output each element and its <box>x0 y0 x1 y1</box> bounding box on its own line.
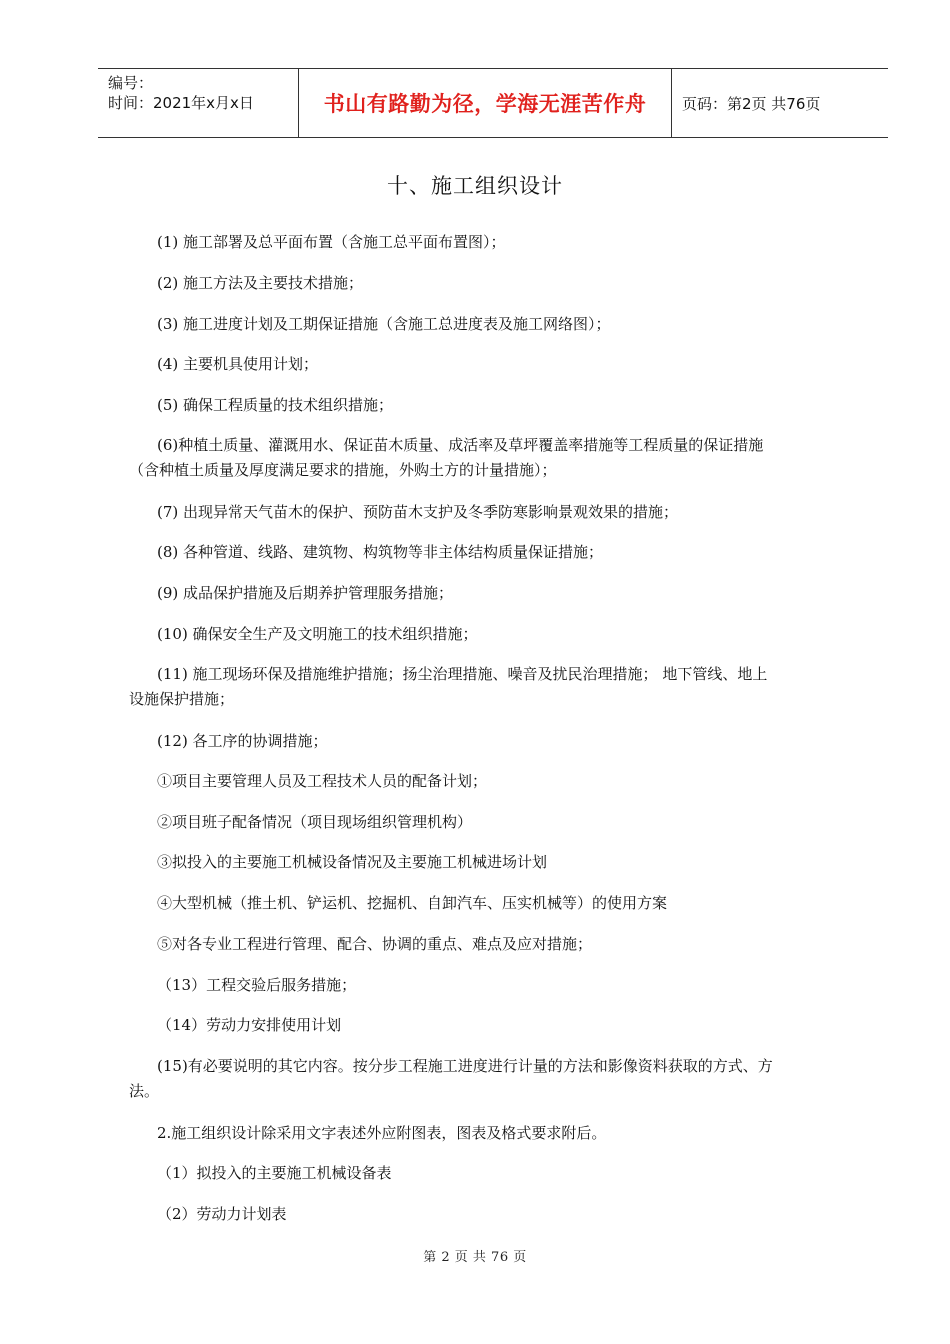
list-item: ④大型机械（推土机、铲运机、挖掘机、自卸汽车、压实机械等）的使用方案 <box>157 894 668 912</box>
list-item-line: (11) 施工现场环保及措施维护措施；扬尘治理措施、噪音及扰民治理措施； 地下管线、地上 <box>157 665 768 683</box>
list-item-line: 法。 <box>129 1082 160 1100</box>
list-item <box>129 433 857 483</box>
list-item: ①项目主要管理人员及工程技术人员的配备计划； <box>157 772 488 790</box>
list-item-line: 设施保护措施； <box>129 690 235 708</box>
page-footer: 第 2 页 共 76 页 <box>423 1250 527 1265</box>
list-item: (12) 各工序的协调措施； <box>157 732 328 750</box>
header-meta <box>98 69 299 137</box>
document-number-label: 编号： <box>108 74 154 92</box>
page-header <box>98 68 888 138</box>
header-motto: 书山有路勤为径，学海无涯苦作舟 <box>299 69 672 137</box>
list-item: (4) 主要机具使用计划； <box>157 355 319 373</box>
list-item <box>129 662 857 712</box>
header-page-info: 页码：第2页 共76页 <box>682 94 821 113</box>
list-item: (5) 确保工程质量的技术组织措施； <box>157 396 394 414</box>
list-item <box>129 1054 857 1104</box>
list-item: (3) 施工进度计划及工期保证措施（含施工总进度表及施工网络图）； <box>157 315 611 333</box>
list-item: (8) 各种管道、线路、建筑物、构筑物等非主体结构质量保证措施； <box>157 543 604 561</box>
section-title: 十、施工组织设计 <box>387 174 563 198</box>
list-item: ⑤对各专业工程进行管理、配合、协调的重点、难点及应对措施； <box>157 935 593 953</box>
list-item: (10) 确保安全生产及文明施工的技术组织措施； <box>157 625 478 643</box>
list-item-line: (15)有必要说明的其它内容。按分步工程施工进度进行计量的方法和影像资料获取的方式、方 <box>157 1057 773 1075</box>
list-item: (2) 施工方法及主要技术措施； <box>157 274 364 292</box>
list-item: （14）劳动力安排使用计划 <box>157 1016 342 1034</box>
list-item-line: （含种植土质量及厚度满足要求的措施，外购土方的计量措施）； <box>129 461 557 479</box>
list-item: ②项目班子配备情况（项目现场组织管理机构） <box>157 813 473 831</box>
document-time: 时间：2021年x月x日 <box>108 94 254 112</box>
list-item-line: (6)种植土质量、灌溉用水、保证苗木质量、成活率及草坪覆盖率措施等工程质量的保证措施 <box>157 436 764 454</box>
list-item: （13）工程交验后服务措施； <box>157 976 357 994</box>
list-item: (7) 出现异常天气苗木的保护、预防苗木支护及冬季防寒影响景观效果的措施； <box>157 503 679 521</box>
list-item: （1）拟投入的主要施工机械设备表 <box>157 1164 392 1182</box>
list-item: ③拟投入的主要施工机械设备情况及主要施工机械进场计划 <box>157 853 548 871</box>
list-item: (9) 成品保护措施及后期养护管理服务措施； <box>157 584 454 602</box>
list-item: （2）劳动力计划表 <box>157 1205 287 1223</box>
list-item: 2.施工组织设计除采用文字表述外应附图表，图表及格式要求附后。 <box>157 1124 607 1142</box>
list-item: (1) 施工部署及总平面布置（含施工总平面布置图）； <box>157 233 506 251</box>
